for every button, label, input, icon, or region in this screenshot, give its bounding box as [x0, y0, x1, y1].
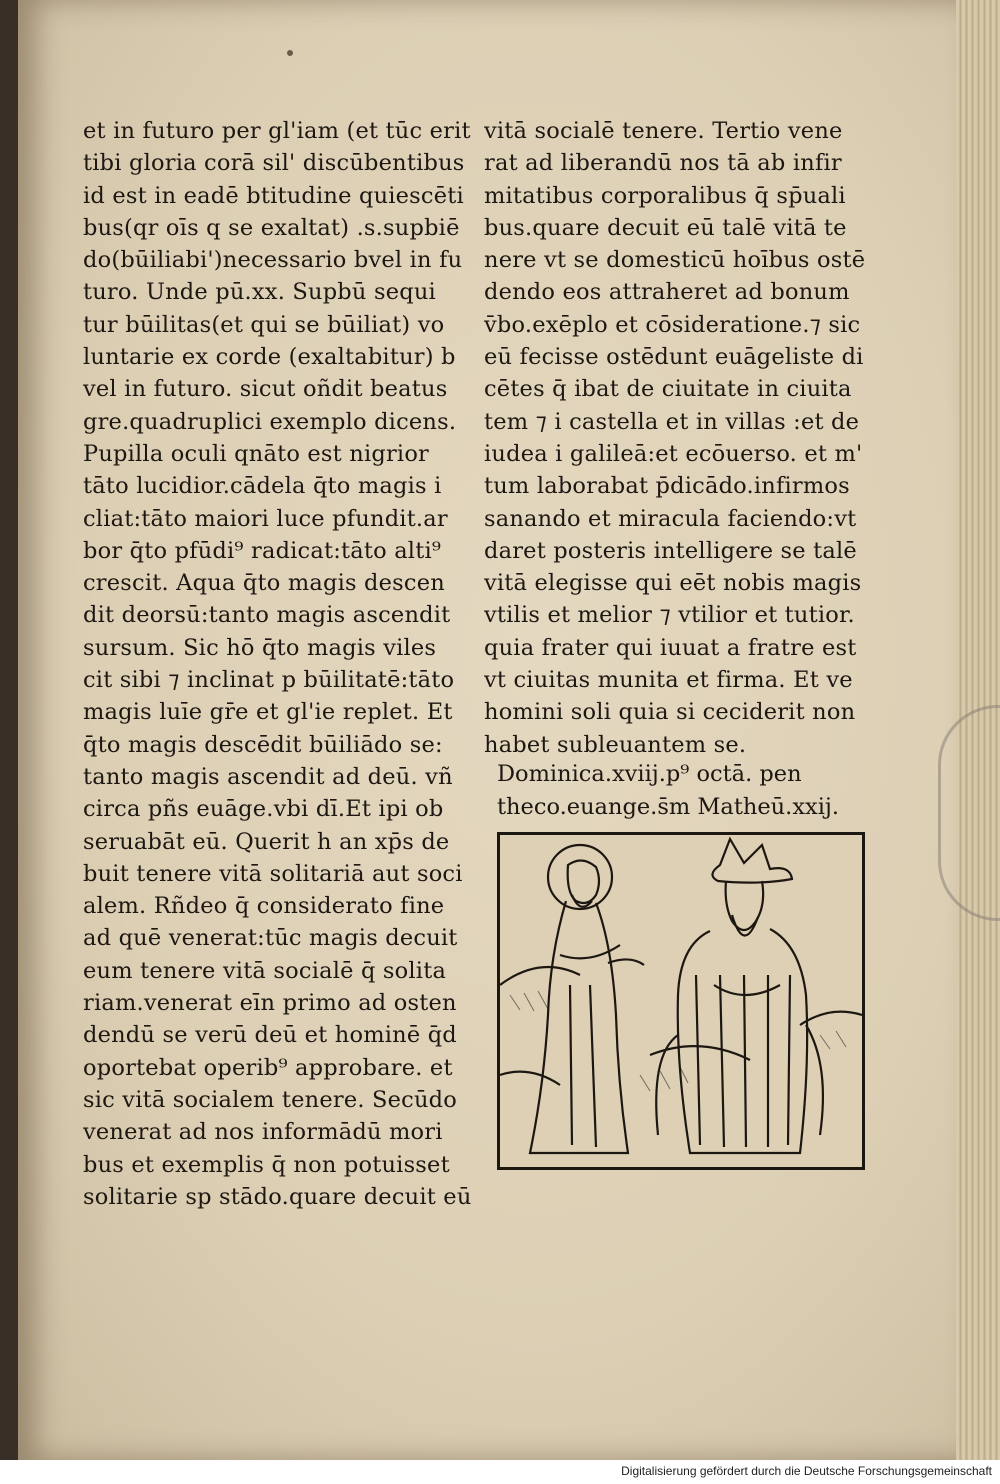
text-line: vtilis et melior ⁊ vtilior et tutior. [484, 602, 855, 629]
text-line: habet subleuantem se. [484, 731, 747, 758]
text-line: et in futuro per gl'iam (et tūc erit [83, 118, 471, 144]
right-text-column [484, 115, 869, 761]
text-line: magis luīe gr̄e et gl'ie replet. Et [83, 699, 453, 726]
text-line: vitā elegisse qui eēt nobis magis [484, 570, 862, 597]
text-line: homini soli quia si ceciderit non [484, 699, 856, 726]
text-line: mitatibus corporalibus q̄ sp̄uali [484, 182, 846, 209]
text-line: iudea i galileā:et ecōuerso. et m' [484, 440, 863, 467]
text-line: vitā socialē tenere. Tertio vene [484, 118, 843, 144]
text-line: buit tenere vitā solitariā aut soci [83, 860, 463, 887]
heading-line-2: theco.euange.s̄m Matheū.xxij. [497, 794, 840, 820]
text-line: tum laborabat p̄dicādo.infirmos [484, 473, 850, 500]
section-heading [497, 758, 872, 824]
text-line: bus.quare decuit eū talē vitā te [484, 214, 847, 241]
text-line: cliat:tāto maiori luce pfundit.ar [83, 505, 448, 532]
left-text-column [83, 115, 483, 1213]
text-line: circa pñs euāge.vbi dī.Et ipi ob [83, 796, 444, 823]
text-line: eū fecisse ostēdunt euāgeliste di [484, 344, 864, 371]
text-line: rat ad liberandū nos tā ab infir [484, 150, 842, 177]
page-clip [938, 705, 1000, 921]
heading-line-1: Dominica.xviij.p⁹ octā. pen [497, 761, 802, 787]
woodcut-illustration [497, 832, 865, 1170]
footer-bar [0, 1460, 1000, 1484]
text-line: quia frater qui iuuat a fratre est [484, 634, 857, 661]
footer-credit: Digitalisierung gefördert durch die Deutsche Forschungsgemeinschaft [621, 1464, 992, 1478]
text-line: venerat ad nos informādū mori [83, 1119, 443, 1146]
text-line: id est in eadē btitudine quiescēti [83, 182, 464, 209]
text-line: riam.venerat eīn primo ad osten [83, 990, 457, 1017]
woodcut-figures-drawing [500, 835, 862, 1167]
text-line: sic vitā socialem tenere. Secūdo [83, 1086, 458, 1113]
text-line: alem. Rñdeo q̄ considerato fine [83, 893, 445, 920]
text-line: tibi gloria corā sil' discūbentibus [83, 150, 465, 177]
text-line: solitarie sp stādo.quare decuit eū [83, 1183, 472, 1210]
text-line: Pupilla oculi qnāto est nigrior [83, 440, 430, 467]
text-line: dit deorsū:tanto magis ascendit [83, 602, 451, 629]
text-line: gre.quadruplici exemplo dicens. [83, 408, 457, 435]
text-line: tur būilitas(et qui se būiliat) vo [83, 311, 445, 338]
text-line: sanando et miracula faciendo:vt [484, 505, 857, 532]
text-line: nere vt se domesticū hoībus ostē [484, 247, 866, 274]
text-line: turo. Unde pū.xx. Supbū sequi [83, 279, 436, 306]
text-line: vel in futuro. sicut oñdit beatus [83, 376, 448, 403]
text-line: eum tenere vitā socialē q̄ solita [83, 957, 447, 984]
text-line: do(būiliabi')necessario bvel in fu [83, 247, 463, 274]
text-line: bor q̄to pfūdi⁹ radicat:tāto alti⁹ [83, 537, 442, 564]
text-line: bus et exemplis q̄ non potuisset [83, 1151, 450, 1178]
text-line: tāto lucidior.cādela q̄to magis i [83, 473, 442, 500]
text-line: ad quē venerat:tūc magis decuit [83, 925, 458, 952]
text-line: bus(qr oīs q se exaltat) .s.supbiē [83, 214, 460, 241]
text-line: crescit. Aqua q̄to magis descen [83, 570, 445, 597]
text-line: v̄bo.exēplo et cōsideratione.⁊ sic [484, 311, 861, 338]
text-line: seruabāt eū. Querit h an xp̄s de [83, 828, 450, 855]
text-line: cētes q̄ ibat de ciuitate in ciuita [484, 376, 852, 403]
text-line: daret posteris intelligere se talē [484, 537, 857, 564]
text-line: dendo eos attraheret ad bonum [484, 279, 850, 306]
text-line: oportebat operib⁹ approbare. et [83, 1054, 453, 1081]
ink-spot [287, 50, 293, 56]
text-line: q̄to magis descēdit būiliādo se: [83, 731, 443, 758]
text-line: sursum. Sic hō q̄to magis viles [83, 634, 437, 661]
text-line: dendū se verū deū et hominē q̄d [83, 1022, 457, 1049]
text-line: vt ciuitas munita et firma. Et ve [484, 667, 853, 694]
text-line: luntarie ex corde (exaltabitur) b [83, 344, 456, 371]
text-line: cit sibi ⁊ inclinat p būilitatē:tāto [83, 667, 455, 694]
text-line: tem ⁊ i castella et in villas :et de [484, 408, 860, 435]
text-line: tanto magis ascendit ad deū. vñ [83, 763, 453, 790]
